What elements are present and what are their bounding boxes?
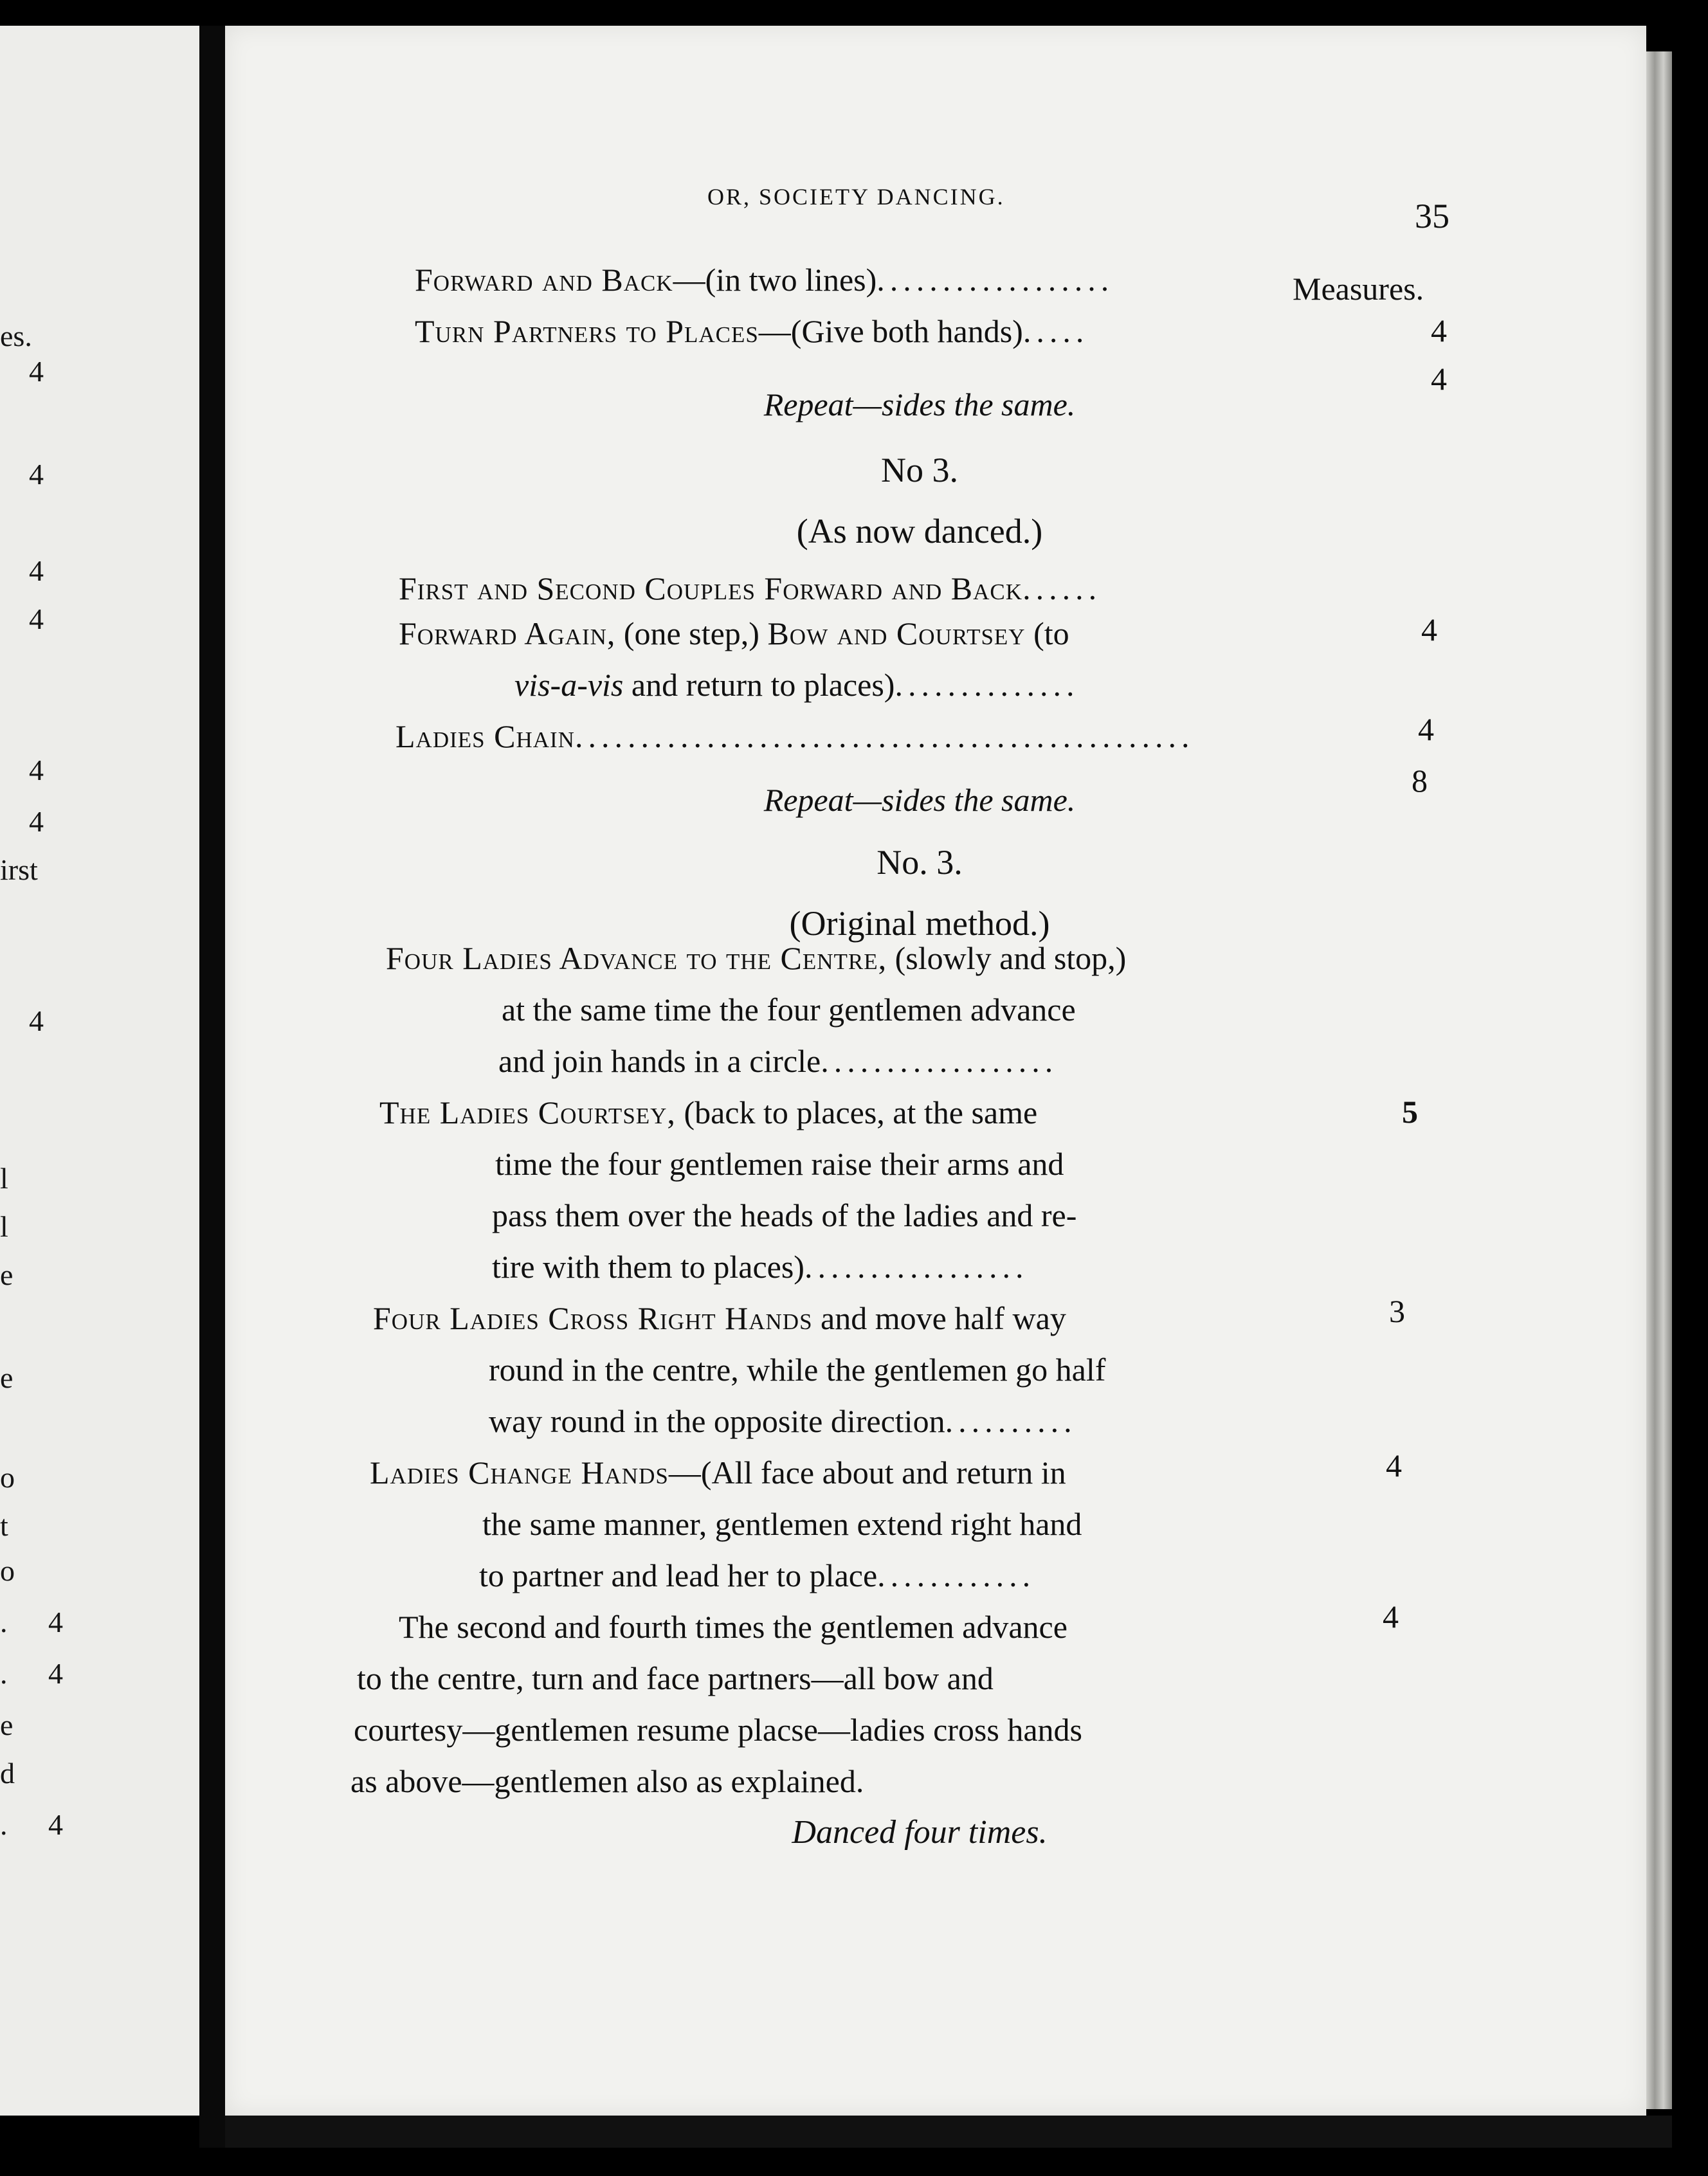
figure-text: and return to places) <box>623 667 895 703</box>
figure-name: First and Second Couples Forward and Back <box>399 570 1023 606</box>
s3-entry-2-line-1 <box>379 1096 1037 1129</box>
figure-text: (slowly and stop,) <box>887 940 1127 976</box>
figure-name: Forward and Back <box>415 262 673 298</box>
s3-measure-3: 4 <box>1386 1447 1402 1483</box>
dot-leader: ..... <box>1022 313 1089 349</box>
dot-leader: ............................................... <box>574 718 1195 754</box>
s3-entry-3-line-3 <box>489 1405 1077 1437</box>
s3-measure-1: 5 <box>1402 1094 1418 1130</box>
figure-name: Four Ladies Cross Right Hands <box>373 1300 813 1336</box>
left-page-fragment-text: irst <box>0 853 38 886</box>
dot-leader: .................. <box>877 262 1114 298</box>
paragraph-line-4: as above—gentlemen also as explained. <box>350 1763 864 1799</box>
s3-entry-3-line-2: round in the centre, while the gentlemen go half <box>489 1352 1106 1388</box>
left-page-fragment-text: 4 <box>29 805 44 838</box>
left-page-fragment-text: 4 <box>48 1606 63 1638</box>
closing-line: Danced four times. <box>792 1814 1048 1851</box>
s2-line-1 <box>399 572 1102 604</box>
left-page-fragment-text: . <box>0 1606 8 1638</box>
paragraph-line-1: The second and fourth times the gentlemen advance <box>399 1609 1068 1645</box>
s2-line-4 <box>395 720 1194 752</box>
page-edge <box>1646 51 1672 2109</box>
s2-title: No 3. <box>881 451 958 489</box>
bottom-edge <box>225 2116 1672 2148</box>
figure-name: Four Ladies Advance to the Centre, <box>386 940 887 976</box>
left-page-fragment-text: l <box>0 1162 8 1195</box>
s3-entry-2-line-4 <box>492 1251 1028 1283</box>
left-page-fragment-text: es. <box>0 320 32 352</box>
s2-repeat: Repeat—sides the same. <box>763 782 1076 818</box>
figure-name: Forward Again, <box>399 615 616 651</box>
paragraph-line-3: courtesy—gentlemen resume placse—ladies cross hands <box>354 1712 1082 1748</box>
s3-entry-4-line-3 <box>479 1559 1035 1591</box>
left-page-fragment-text: e <box>0 1258 14 1291</box>
left-page-fragment-text: o <box>0 1554 15 1587</box>
s3-entry-1-line-3 <box>498 1045 1058 1077</box>
s3-entry-1-line-1 <box>386 942 1126 974</box>
figure-text: (back to places, at the same <box>675 1094 1038 1130</box>
left-page-fragment-text: e <box>0 1361 14 1394</box>
figure-text: (one step,) <box>615 615 768 651</box>
left-page-fragment-text: 4 <box>29 458 44 491</box>
left-page-fragment-text: e <box>0 1709 14 1741</box>
left-page-fragment-text: 4 <box>29 603 44 635</box>
figure-text: (to <box>1025 615 1069 651</box>
dot-leader: .............. <box>895 667 1080 703</box>
s2-line-3 <box>514 669 1079 701</box>
s3-entry-4-line-2: the same manner, gentlemen extend right hand <box>482 1506 1082 1542</box>
figure-name: Ladies Change Hands <box>370 1455 669 1491</box>
paragraph-line-2: to the centre, turn and face partners—all bow and <box>357 1660 994 1696</box>
s3-entry-4-line-1 <box>370 1456 1066 1489</box>
figure-text: —(All face about and return in <box>668 1455 1066 1491</box>
left-page-fragment-text: o <box>0 1461 15 1494</box>
s1-line-1 <box>415 264 1114 296</box>
page-number: 35 <box>1415 197 1449 235</box>
figure-name: The Ladies Courtsey, <box>379 1094 676 1130</box>
left-page-fragment-text: d <box>0 1757 15 1790</box>
left-page-fragment-text: 4 <box>29 754 44 786</box>
figure-text: way round in the opposite direction <box>489 1403 945 1439</box>
s3-entry-2-line-2: time the four gentlemen raise their arms and <box>495 1146 1064 1182</box>
figure-name: Bow and Courtsey <box>767 615 1026 651</box>
s3-entry-3-line-1 <box>373 1302 1066 1334</box>
s1-repeat: Repeat—sides the same. <box>763 386 1076 422</box>
dot-leader: ................. <box>804 1249 1029 1285</box>
s3-measure-2: 3 <box>1389 1293 1405 1329</box>
s1-measure-2: 4 <box>1431 361 1447 397</box>
left-page-fragment-text: . <box>0 1657 8 1690</box>
dot-leader: .......... <box>945 1403 1077 1439</box>
left-page-fragment-text: t <box>0 1509 8 1542</box>
left-page-fragment-text: 4 <box>29 554 44 587</box>
s1-line-2 <box>415 315 1089 347</box>
s2-subtitle: (As now danced.) <box>796 512 1043 550</box>
s2-measure-4: 8 <box>1412 763 1428 799</box>
figure-text: —(in two lines) <box>673 262 877 298</box>
left-page-fragment-text: 4 <box>48 1657 63 1690</box>
s3-measure-4: 4 <box>1383 1599 1399 1635</box>
left-page-fragment-text: 4 <box>29 1004 44 1037</box>
figure-text: tire with them to places) <box>492 1249 804 1285</box>
figure-text: —(Give both hands) <box>758 313 1023 349</box>
left-page-fragment <box>0 26 199 2116</box>
s2-measure-3: 4 <box>1418 711 1434 747</box>
left-page-fragment-text: . <box>0 1808 8 1841</box>
s1-measure-1: 4 <box>1431 313 1447 349</box>
s3-subtitle: (Original method.) <box>789 904 1050 943</box>
s2-measure-1: 4 <box>1421 612 1437 648</box>
running-head: OR, SOCIETY DANCING. <box>707 184 1005 210</box>
dot-leader: ...... <box>1022 570 1102 606</box>
figure-text: and join hands in a circle <box>498 1043 821 1079</box>
s3-title: No. 3. <box>877 843 963 882</box>
left-page-fragment-text: 4 <box>48 1808 63 1841</box>
dot-leader: .................. <box>821 1043 1058 1079</box>
s3-entry-1-line-2: at the same time the four gentlemen advance <box>502 992 1076 1028</box>
figure-text: and move half way <box>812 1300 1066 1336</box>
s3-entry-2-line-3: pass them over the heads of the ladies and re- <box>492 1197 1077 1233</box>
left-page-fragment-text: l <box>0 1210 8 1243</box>
figure-text: to partner and lead her to place <box>479 1557 878 1593</box>
measures-label: Measures. <box>1293 271 1424 307</box>
figure-name: Turn Partners to Places <box>415 313 759 349</box>
dot-leader: ............ <box>877 1557 1036 1593</box>
figure-name: Ladies Chain <box>395 718 575 754</box>
figure-italic: vis-a-vis <box>514 667 624 703</box>
left-page-fragment-text: 4 <box>29 355 44 388</box>
s2-line-2 <box>399 617 1069 649</box>
